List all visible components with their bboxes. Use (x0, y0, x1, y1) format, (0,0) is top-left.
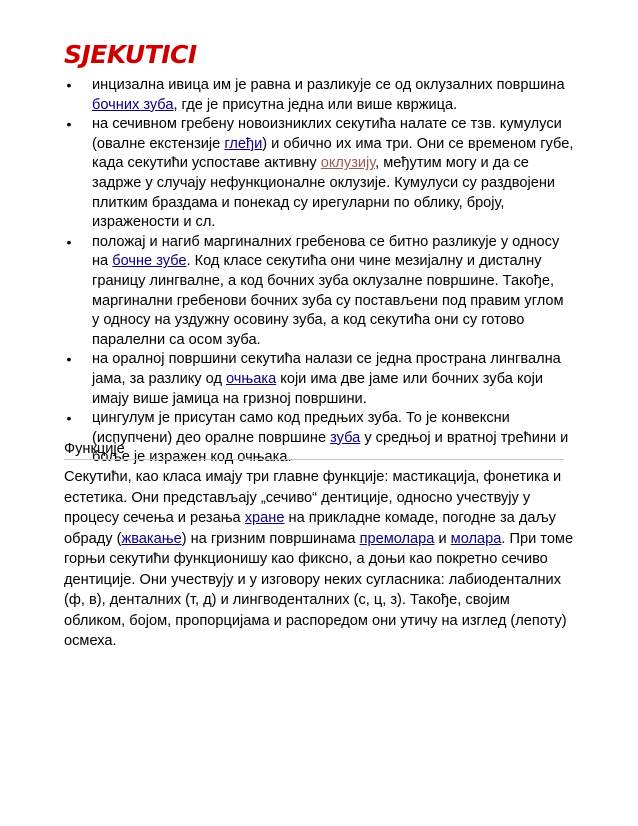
bullet-icon: • (66, 77, 72, 93)
link-bocni-zubi[interactable]: бочних зуба (92, 96, 174, 113)
paragraph-text: и (434, 530, 451, 547)
link-premolara[interactable]: премолара (359, 530, 435, 547)
link-zuba[interactable]: зуба (330, 429, 361, 446)
section-heading-functions: Функције (64, 441, 125, 457)
link-okluzija[interactable]: оклузију (320, 155, 376, 172)
list-text: , где је присутна једна или више квржица. (173, 96, 458, 113)
link-molara[interactable]: молара (450, 530, 502, 547)
list-item (64, 233, 574, 351)
bullet-icon: • (66, 233, 72, 250)
bullet-icon: • (66, 410, 72, 427)
list-text: на сечивном гребену новоизниклих секутића налате се тзв. кумулуси (овалне екстензије (92, 116, 562, 152)
paragraph-text: на прикладне комаде, погодне за даљу обраду ( (64, 510, 556, 547)
feature-list (64, 76, 574, 468)
list-item (64, 350, 574, 409)
paragraph-text: Секутићи, као класа имају три главне функције: мастикација, фонетика и естетика. Они представљају „сечиво“ дентиције, односно учествују у процесу сечења и резања (64, 469, 562, 526)
paragraph-text: ) на гризним површинама (181, 530, 360, 547)
list-item (64, 76, 574, 115)
functions-paragraph (64, 467, 574, 652)
link-bocne-zube[interactable]: бочне зубе (112, 253, 187, 270)
list-text: који има две јаме или бочних зуба који имају више јамица на гризној површини. (92, 370, 544, 407)
list-text: , међутим могу и да се задрже у случају нефункционалне оклузије. Кумулуси су раздвојени плитким браздама и понекад су ирегуларни по облику, броју, изражености и сл. (92, 155, 556, 231)
bullet-icon: • (66, 351, 72, 368)
section-divider (64, 459, 564, 460)
list-text: положај и нагиб маргиналних гребенова се битно разликује у односу на (92, 233, 560, 270)
link-zvakanje[interactable]: жвакање (121, 530, 182, 547)
list-text: на оралној површини секутића налази се једна пространа лингвална јама, за разлику од (92, 351, 561, 387)
link-gleđ[interactable]: глеђи (224, 135, 263, 152)
paragraph-text: . При томе горњи секутићи функционишу као фиксно, а доњи као покретно сечиво дентиције. Они учествују и у изговору неких сугласника: лабиоденталних (ф, в), денталних (т, д) и лингводенталних (с, ц, з). Такође, својим обликом, бојом, пропорцијама и распоредом они утичу на изглед (лепоту) осмеха. (64, 530, 574, 649)
list-text: . Код класе секутића они чине мезијалну и дисталну границу лингвалне, а код бочних зуба оклузалне површине. Такође, маргинални гребенови бочних зуба су постављени под правим углом у односу на уздужну осовину зуба, а код секутића они су готово паралелни са осом зуба. (92, 253, 564, 348)
list-text: цингулум је присутан само код предњих зуба. То је конвексни (испупчени) део оралне површине (92, 410, 510, 446)
link-ocnjaka[interactable]: очњака (226, 370, 277, 387)
list-item (64, 115, 574, 233)
bullet-icon: • (66, 116, 72, 133)
page-title: SJEKUTICI (64, 40, 197, 69)
list-text: инцизална ивица им је равна и разликује се од оклузалних површина (92, 77, 565, 93)
link-hrane[interactable]: хране (244, 510, 285, 526)
list-text: у средњој и вратној трећини и боље је изражен код очњака. (92, 429, 569, 466)
list-text: ) и обично их има три. Они се временом губе, када секутићи успоставе активну (92, 135, 574, 172)
